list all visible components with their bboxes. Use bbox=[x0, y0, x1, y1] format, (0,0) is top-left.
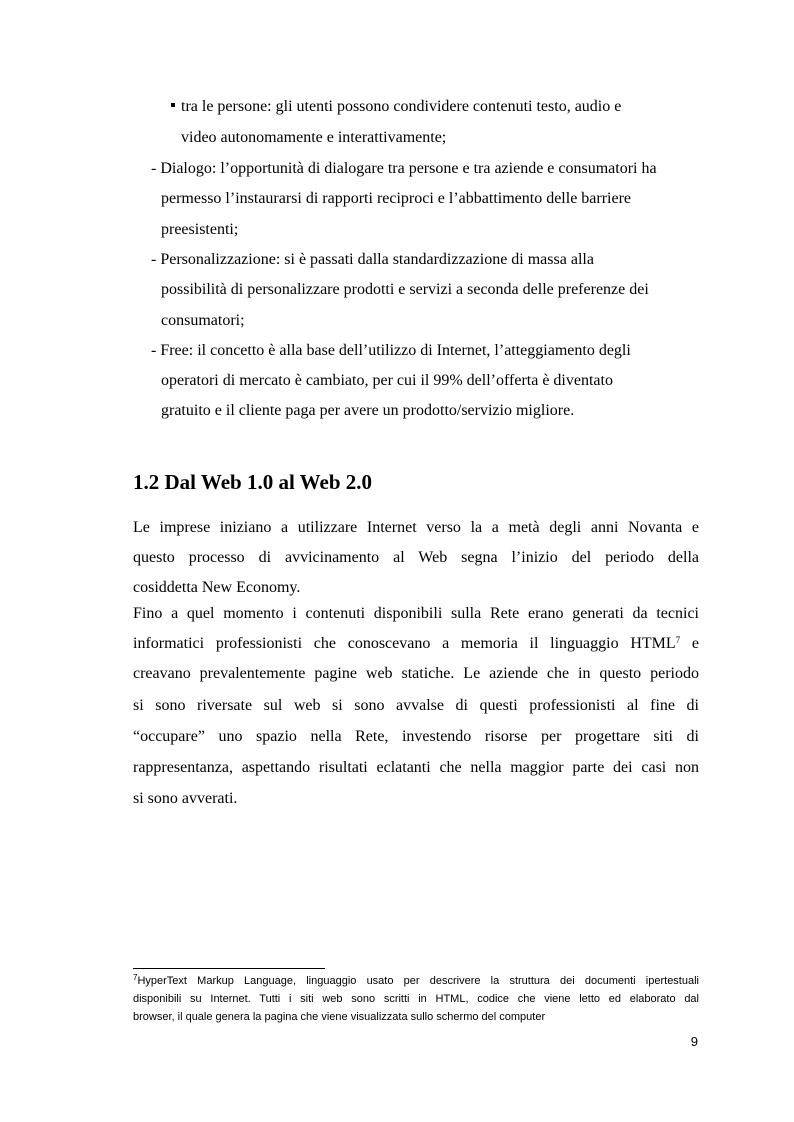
list-subitem-line-2: video autonomamente e interattivamente; bbox=[181, 129, 447, 146]
paragraph-2-line-3: creavano prevalentemente pagine web statiche. Le aziende che in questo periodo bbox=[133, 665, 699, 682]
paragraph-1-line-2: questo processo di avvicinamento al Web segna l’inizio del periodo della bbox=[133, 549, 699, 566]
list-item-personalizzazione-line-2: possibilità di personalizzare prodotti e servizi a seconda delle preferenze dei bbox=[161, 281, 649, 298]
footnote-reference[interactable]: 7 bbox=[675, 635, 681, 645]
square-bullet-icon bbox=[171, 103, 175, 107]
list-item-personalizzazione-line-1: - Personalizzazione: si è passati dalla standardizzazione di massa alla bbox=[151, 251, 594, 268]
footnote-line-2: disponibili su Internet. Tutti i siti web sono scritti in HTML, codice che viene letto ed elaborato dal bbox=[133, 993, 699, 1005]
paragraph-2-line-2-tail: e bbox=[680, 635, 699, 652]
list-item-free-line-2: operatori di mercato è cambiato, per cui il 99% dell’offerta è diventato bbox=[161, 372, 613, 389]
list-item-personalizzazione-line-3: consumatori; bbox=[161, 312, 245, 329]
footnote-separator bbox=[133, 968, 325, 969]
paragraph-2-line-6: rappresentanza, aspettando risultati eclatanti che nella maggior parte dei casi non bbox=[133, 759, 699, 776]
page-number: 9 bbox=[690, 1034, 698, 1049]
list-item-dialogo-line-3: preesistenti; bbox=[161, 221, 239, 238]
section-heading: 1.2 Dal Web 1.0 al Web 2.0 bbox=[133, 470, 373, 494]
paragraph-2-line-4: si sono riversate sul web si sono avvalse di questi professionisti al fine di bbox=[133, 697, 699, 714]
paragraph-1-line-1: Le imprese iniziano a utilizzare Internet verso la a metà degli anni Novanta e bbox=[133, 519, 699, 536]
paragraph-2-line-7: si sono avverati. bbox=[133, 790, 238, 807]
paragraph-2-line-1: Fino a quel momento i contenuti disponibili sulla Rete erano generati da tecnici bbox=[133, 605, 699, 622]
footnote-line-1 bbox=[133, 973, 699, 989]
list-item-dialogo-line-1: - Dialogo: l’opportunità di dialogare tra persone e tra aziende e consumatori ha bbox=[151, 160, 657, 177]
footnote-line-1-text: HyperText Markup Language, linguaggio usato per descrivere la struttura dei documenti ipertestuali bbox=[137, 975, 699, 987]
paragraph-2-line-2 bbox=[133, 634, 699, 654]
list-item-dialogo-line-2: permesso l’instaurarsi di rapporti reciproci e l’abbattimento delle barriere bbox=[161, 190, 632, 207]
paragraph-2-line-5: “occupare” uno spazio nella Rete, investendo risorse per progettare siti di bbox=[133, 728, 699, 745]
footnote-line-3: browser, il quale genera la pagina che viene visualizzata sullo schermo del computer bbox=[133, 1011, 546, 1023]
paragraph-1-line-3: cosiddetta New Economy. bbox=[133, 579, 301, 596]
list-item-free-line-3: gratuito e il cliente paga per avere un prodotto/servizio migliore. bbox=[161, 402, 575, 419]
list-item-free-line-1: - Free: il concetto è alla base dell’utilizzo di Internet, l’atteggiamento degli bbox=[151, 342, 631, 359]
footnote-marker: 7 bbox=[133, 973, 138, 982]
list-subitem-line-1: tra le persone: gli utenti possono condividere contenuti testo, audio e bbox=[181, 98, 622, 115]
paragraph-2-line-2-text: informatici professionisti che conoscevano a memoria il linguaggio HTML bbox=[133, 635, 676, 652]
